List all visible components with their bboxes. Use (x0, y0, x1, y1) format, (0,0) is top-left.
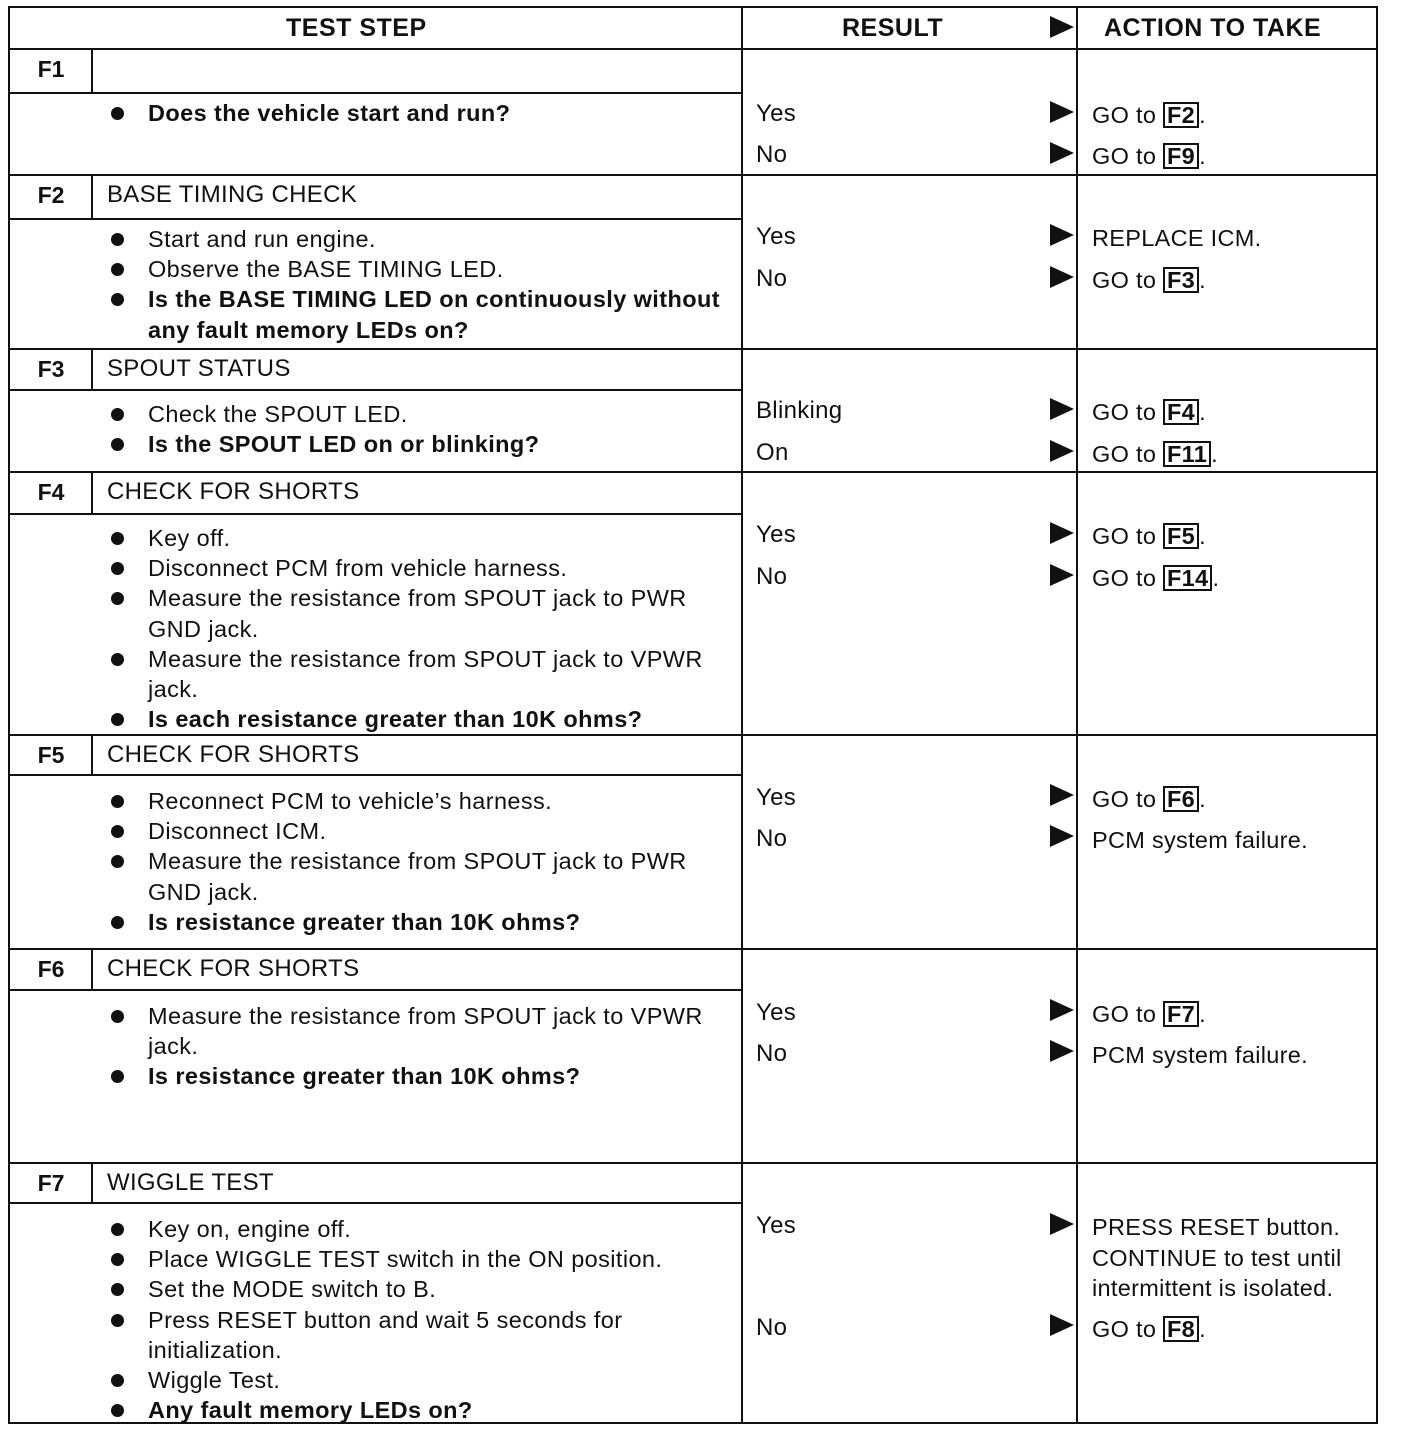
question-item (106, 907, 736, 937)
action-text (1092, 999, 1378, 1030)
result-yes: Yes (756, 784, 797, 811)
step-title: SPOUT STATUS (107, 355, 291, 382)
result-arrow-icon (1050, 1213, 1074, 1235)
instruction-text: Is each resistance greater than 10K ohms? (148, 706, 643, 733)
step-separator (10, 734, 1376, 736)
step-title-rule (10, 513, 741, 515)
step-title: BASE TIMING CHECK (107, 181, 358, 208)
action-punctuation: . (1199, 143, 1206, 169)
instruction-item (106, 583, 736, 643)
action-text (1092, 521, 1378, 552)
action-label: PCM system failure. (1092, 827, 1308, 853)
instruction-text: Observe the BASE TIMING LED. (148, 256, 504, 283)
step-instructions (106, 399, 736, 459)
result-arrow-icon (1050, 784, 1074, 806)
instruction-item (106, 399, 736, 429)
step-separator (10, 174, 1376, 176)
action-punctuation: . (1199, 267, 1206, 293)
result-no: No (756, 1040, 788, 1067)
question-item (106, 1061, 736, 1091)
action-label: GO to (1092, 441, 1157, 467)
action-text (1092, 100, 1378, 131)
result-arrow-icon (1050, 1040, 1074, 1062)
bullet-icon (111, 1070, 124, 1083)
result-arrow-icon (1050, 398, 1074, 420)
result-no: No (756, 265, 788, 292)
action-label: GO to (1092, 102, 1157, 128)
diagnostic-table (8, 6, 1378, 1424)
instruction-text: Key off. (148, 525, 231, 551)
instruction-text: Wiggle Test. (148, 1367, 281, 1394)
header-result: RESULT (842, 14, 944, 42)
step-title-rule (10, 1202, 741, 1204)
question-item (106, 98, 736, 128)
action-label: GO to (1092, 786, 1157, 812)
result-no: No (756, 563, 788, 590)
header-action: ACTION TO TAKE (1104, 14, 1322, 42)
result-no: No (756, 141, 788, 168)
bullet-icon (111, 1010, 124, 1023)
action-punctuation: . (1199, 1001, 1206, 1027)
step-id: F1 (37, 56, 65, 82)
instruction-item (106, 846, 736, 906)
bullet-icon (111, 916, 124, 929)
instruction-text: Disconnect PCM from vehicle harness. (148, 555, 568, 582)
instruction-text: Measure the resistance from SPOUT jack to VPWR jack. (148, 1003, 703, 1060)
step-separator (10, 348, 1376, 350)
instruction-text: Key on, engine off. (148, 1216, 352, 1242)
step-separator (10, 471, 1376, 473)
action-label: GO to (1092, 565, 1157, 591)
bullet-icon (111, 1404, 124, 1417)
action-text (1092, 141, 1378, 172)
instruction-item (106, 523, 736, 553)
instruction-item (106, 786, 736, 816)
instruction-text: Check the SPOUT LED. (148, 401, 408, 427)
action-column-rule (1076, 8, 1078, 1422)
instruction-text: Any fault memory LEDs on? (148, 1397, 473, 1424)
header-test-step: TEST STEP (286, 14, 427, 42)
action-text (1092, 265, 1378, 296)
result-arrow-icon (1050, 142, 1074, 164)
bullet-icon (111, 408, 124, 421)
question-item (106, 704, 736, 734)
instruction-text: Measure the resistance from SPOUT jack to VPWR jack. (148, 645, 703, 703)
action-punctuation: . (1199, 786, 1206, 812)
step-reference-box: F2 (1163, 102, 1199, 128)
step-reference-box: F4 (1163, 399, 1199, 425)
instruction-text: Is the BASE TIMING LED on continuously without any fault memory LEDs on? (148, 286, 720, 343)
step-reference-box: F6 (1163, 786, 1199, 812)
instruction-item (106, 816, 736, 846)
instruction-text: Does the vehicle start and run? (148, 100, 511, 126)
instruction-text: Is the SPOUT LED on or blinking? (148, 431, 540, 458)
instruction-item (106, 1001, 736, 1061)
action-text (1092, 563, 1378, 594)
action-label: GO to (1092, 267, 1157, 293)
step-instructions (106, 1214, 736, 1425)
step-separator (10, 1162, 1376, 1164)
header-arrow-icon (1050, 16, 1074, 38)
step-id: F2 (37, 182, 65, 208)
step-title-rule (10, 774, 741, 776)
header-rule (10, 48, 1376, 50)
action-punctuation: . (1211, 441, 1218, 467)
result-arrow-icon (1050, 266, 1074, 288)
action-text (1092, 1040, 1378, 1071)
instruction-item (106, 1274, 736, 1304)
action-label: GO to (1092, 143, 1157, 169)
instruction-item (106, 644, 736, 704)
step-instructions (106, 1001, 736, 1092)
bullet-icon (111, 562, 124, 575)
instruction-text: Reconnect PCM to vehicle’s harness. (148, 788, 553, 814)
instruction-text: Start and run engine. (148, 226, 376, 252)
step-title-rule (10, 92, 741, 94)
action-punctuation: . (1199, 523, 1206, 549)
step-reference-box: F11 (1163, 441, 1211, 467)
step-id: F7 (37, 1170, 65, 1196)
step-title-rule (10, 989, 741, 991)
step-instructions (106, 224, 736, 345)
action-punctuation: . (1199, 1316, 1206, 1342)
action-label: GO to (1092, 1316, 1157, 1342)
bullet-icon (111, 1283, 124, 1296)
result-no: No (756, 825, 788, 852)
bullet-icon (111, 293, 124, 306)
action-text (1092, 1212, 1378, 1304)
step-id: F4 (37, 479, 65, 505)
step-reference-box: F8 (1163, 1316, 1199, 1342)
result-arrow-icon (1050, 522, 1074, 544)
bullet-icon (111, 1374, 124, 1387)
result-yes: Yes (756, 100, 797, 127)
bullet-icon (111, 107, 124, 120)
step-reference-box: F5 (1163, 523, 1199, 549)
result-yes: Yes (756, 1212, 797, 1239)
result-yes: Yes (756, 521, 797, 548)
action-punctuation: . (1199, 399, 1206, 425)
result-arrow-icon (1050, 1314, 1074, 1336)
step-reference-box: F9 (1163, 143, 1199, 169)
step-title-rule (10, 218, 741, 220)
instruction-text: Disconnect ICM. (148, 818, 327, 845)
instruction-item (106, 1214, 736, 1244)
instruction-item (106, 224, 736, 254)
bullet-icon (111, 653, 124, 666)
step-id: F5 (37, 742, 65, 768)
result-arrow-icon (1050, 564, 1074, 586)
step-separator (10, 948, 1376, 950)
instruction-text: Measure the resistance from SPOUT jack to PWR GND jack. (148, 848, 687, 905)
result-on: On (756, 439, 789, 466)
bullet-icon (111, 233, 124, 246)
bullet-icon (111, 532, 124, 545)
step-instructions (106, 786, 736, 937)
instruction-text: Measure the resistance from SPOUT jack to PWR GND jack. (148, 585, 687, 642)
step-reference-box: F14 (1163, 565, 1212, 591)
step-title: CHECK FOR SHORTS (107, 955, 360, 982)
action-text (1092, 223, 1378, 254)
instruction-text: Press RESET button and wait 5 seconds for initialization. (148, 1306, 623, 1363)
step-instructions (106, 523, 736, 734)
action-label: GO to (1092, 523, 1157, 549)
instruction-item (106, 1244, 736, 1274)
action-punctuation: . (1212, 565, 1220, 591)
bullet-icon (111, 825, 124, 838)
result-blinking: Blinking (756, 397, 843, 424)
action-text (1092, 439, 1378, 470)
step-id: F6 (37, 956, 65, 982)
result-arrow-icon (1050, 825, 1074, 847)
step-title: WIGGLE TEST (107, 1169, 274, 1196)
bullet-icon (111, 1223, 124, 1236)
result-arrow-icon (1050, 101, 1074, 123)
instruction-text: Place WIGGLE TEST switch in the ON position. (148, 1246, 663, 1273)
result-no: No (756, 1314, 788, 1341)
action-punctuation: . (1199, 102, 1206, 128)
bullet-icon (111, 713, 124, 726)
bullet-icon (111, 438, 124, 451)
action-label: PCM system failure. (1092, 1042, 1308, 1068)
bullet-icon (111, 263, 124, 276)
bullet-icon (111, 1314, 124, 1327)
result-arrow-icon (1050, 224, 1074, 246)
bullet-icon (111, 855, 124, 868)
bullet-icon (111, 1253, 124, 1266)
action-text (1092, 825, 1378, 856)
instruction-item (106, 553, 736, 583)
step-instructions (106, 98, 736, 128)
action-label: REPLACE ICM. (1092, 225, 1262, 251)
step-reference-box: F7 (1163, 1001, 1199, 1027)
instruction-item (106, 254, 736, 284)
result-yes: Yes (756, 223, 797, 250)
instruction-text: Is resistance greater than 10K ohms? (148, 908, 581, 935)
instruction-text: Is resistance greater than 10K ohms? (148, 1063, 581, 1090)
action-text (1092, 397, 1378, 428)
step-title: CHECK FOR SHORTS (107, 478, 360, 505)
result-arrow-icon (1050, 440, 1074, 462)
step-reference-box: F3 (1163, 267, 1199, 293)
instruction-item (106, 1305, 736, 1365)
action-text (1092, 784, 1378, 815)
result-column-rule (741, 8, 743, 1422)
result-yes: Yes (756, 999, 797, 1026)
question-item (106, 284, 736, 344)
instruction-item (106, 1365, 736, 1395)
action-text (1092, 1314, 1378, 1345)
action-label: PRESS RESET button. CONTINUE to test until intermittent is isolated. (1092, 1214, 1342, 1301)
action-label: GO to (1092, 1001, 1157, 1027)
step-title-rule (10, 389, 741, 391)
question-item (106, 1395, 736, 1425)
result-arrow-icon (1050, 999, 1074, 1021)
step-id: F3 (37, 356, 65, 382)
question-item (106, 429, 736, 459)
instruction-text: Set the MODE switch to B. (148, 1276, 437, 1303)
action-label: GO to (1092, 399, 1157, 425)
bullet-icon (111, 592, 124, 605)
step-title: CHECK FOR SHORTS (107, 741, 360, 768)
bullet-icon (111, 795, 124, 808)
